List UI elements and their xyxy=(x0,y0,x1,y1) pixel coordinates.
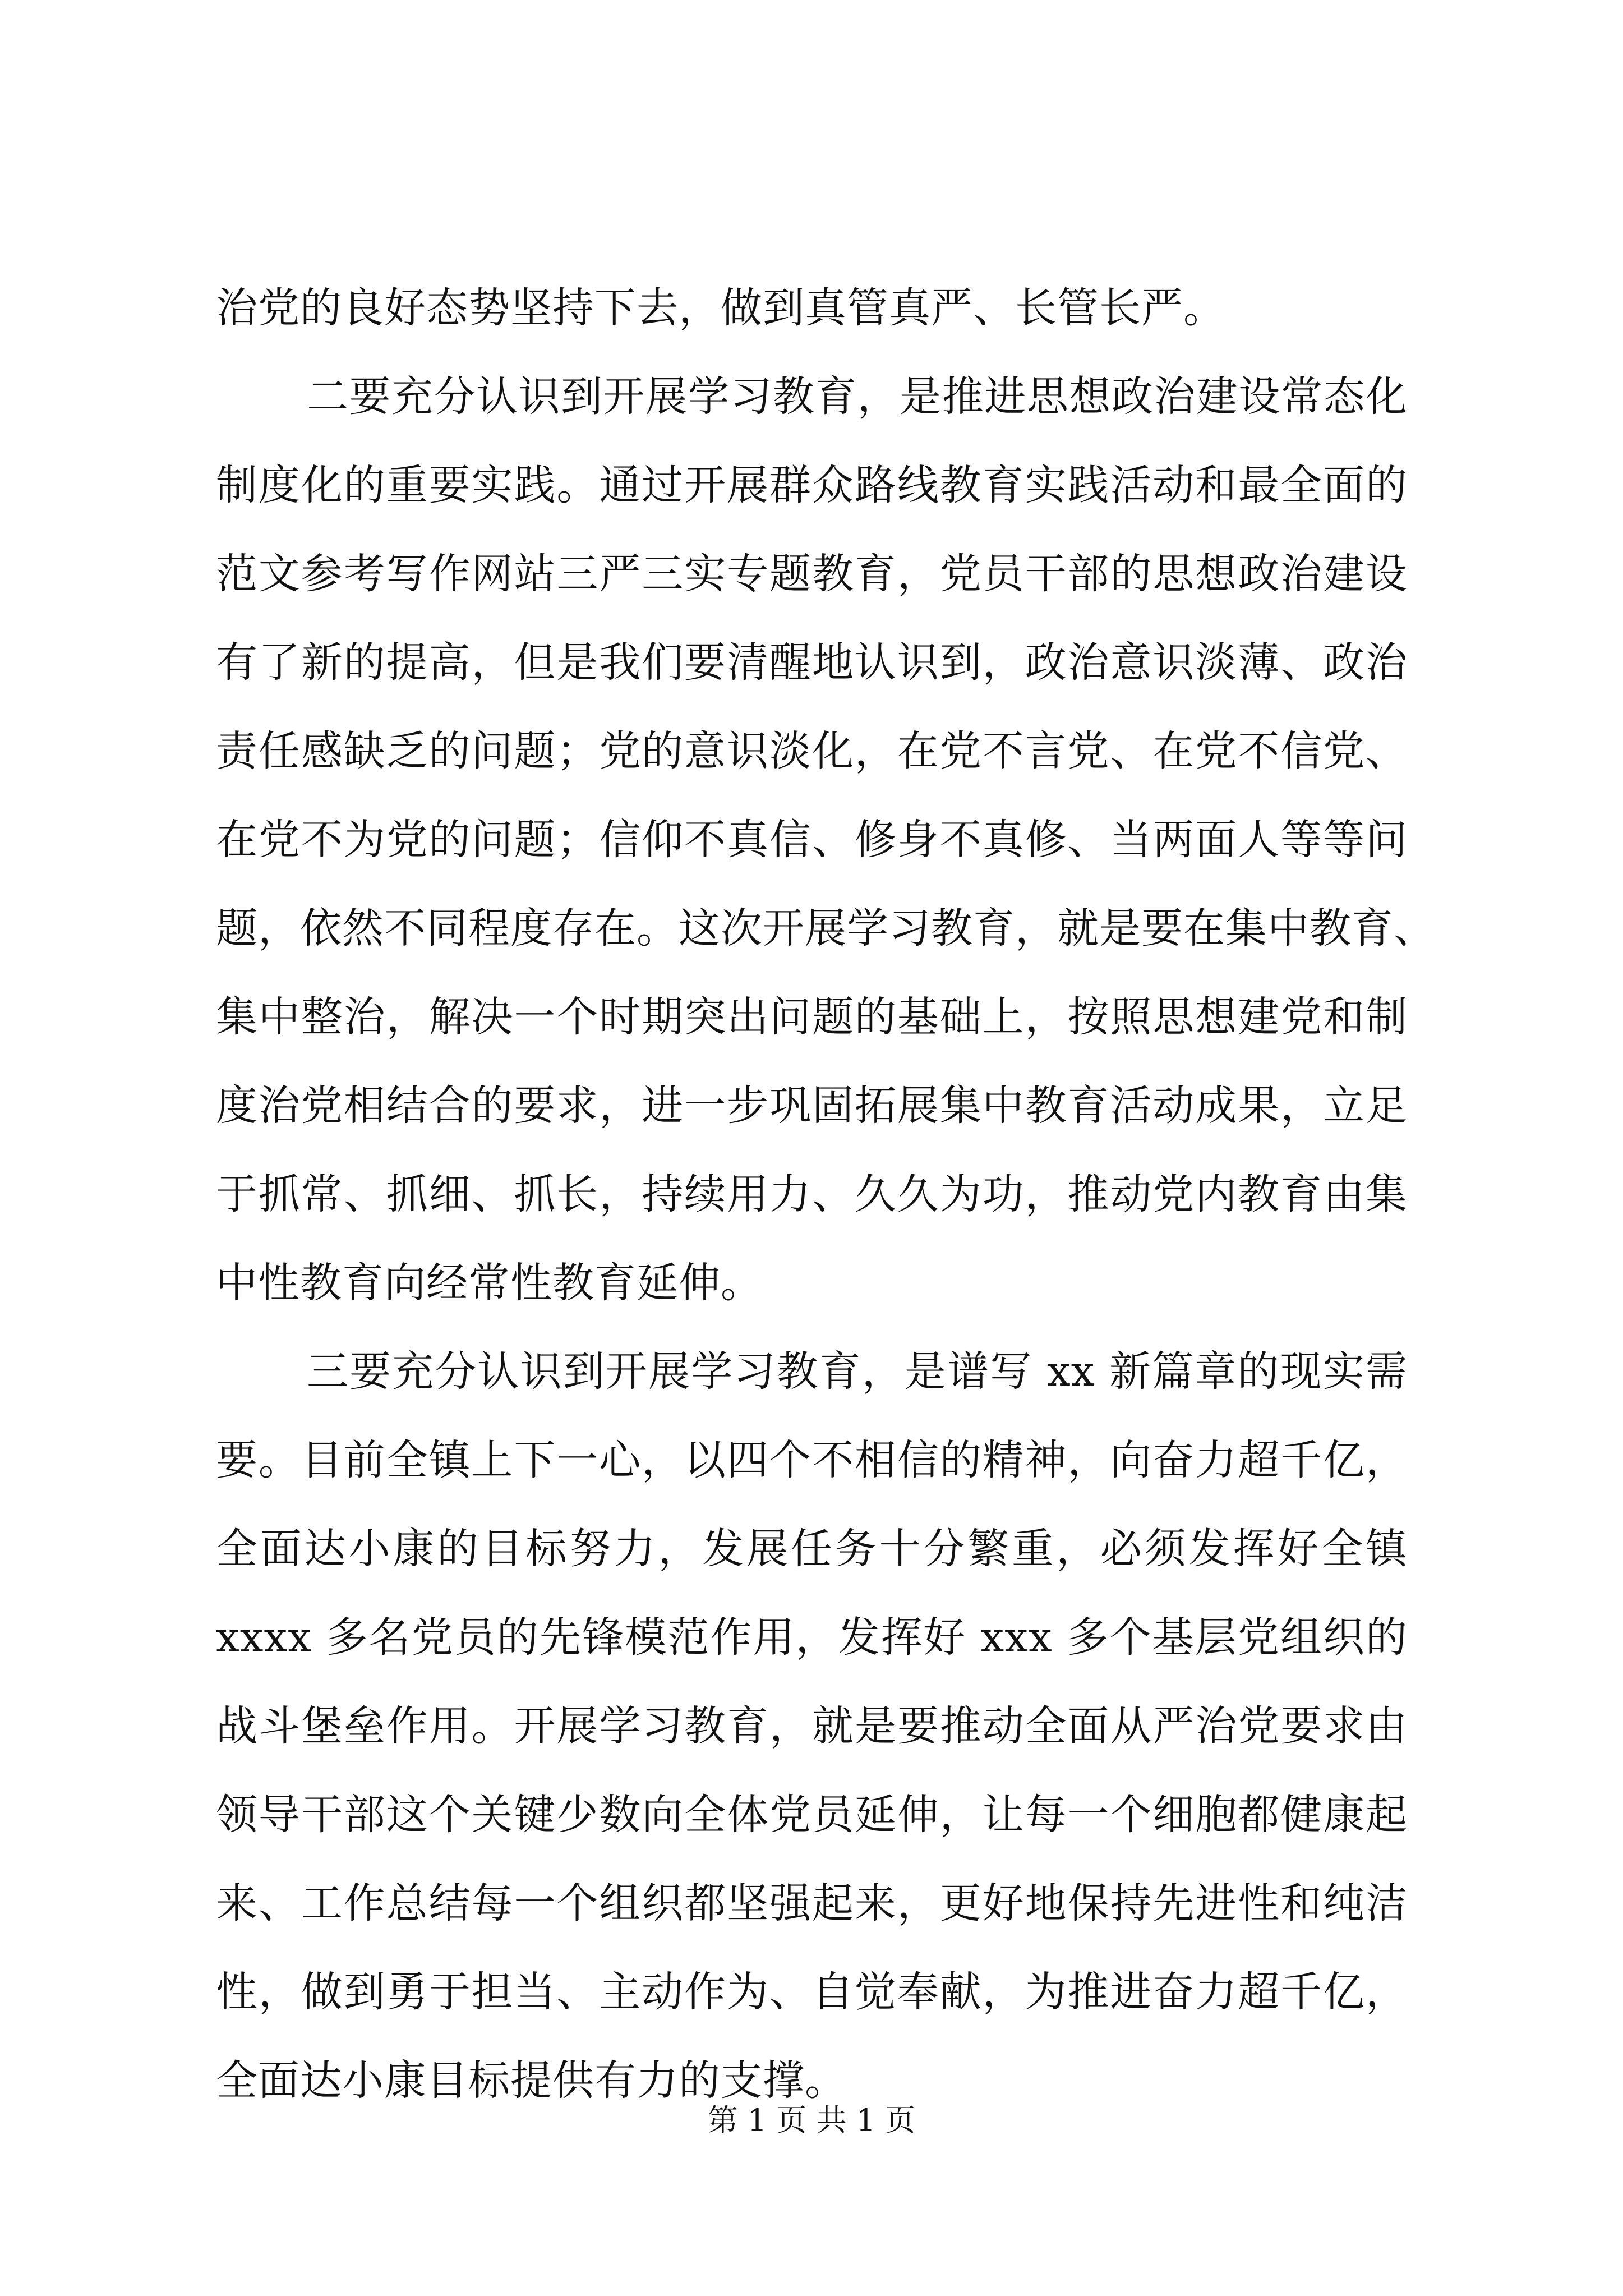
text-line: 中性教育向经常性教育延伸。 xyxy=(216,1259,763,1307)
text-line: 制度化的重要实践。通过开展群众路线教育实践活动和最全面的 xyxy=(216,461,1408,509)
text-line: 责任感缺乏的问题；党的意识淡化，在党不言党、在党不信党、 xyxy=(216,727,1408,775)
text-line: 战斗堡垒作用。开展学习教育，就是要推动全面从严治党要求由 xyxy=(216,1702,1408,1750)
text-line: 治党的良好态势坚持下去，做到真管真严、长管长严。 xyxy=(216,284,1225,332)
text-line: 在党不为党的问题；信仰不真信、修身不真修、当两面人等等问 xyxy=(216,816,1408,864)
page-footer: 第 1 页 共 1 页 xyxy=(707,2102,916,2138)
text-line: 全面达小康目标提供有力的支撑。 xyxy=(216,2056,847,2105)
text-line: 题，依然不同程度存在。这次开展学习教育，就是要在集中教育、 xyxy=(216,904,1436,953)
text-line: 来、工作总结每一个组织都坚强起来，更好地保持先进性和纯洁 xyxy=(216,1879,1408,1927)
text-line: 全面达小康的目标努力，发展任务十分繁重，必须发挥好全镇 xyxy=(216,1525,1408,1573)
text-line: 领导干部这个关键少数向全体党员延伸，让每一个细胞都健康起 xyxy=(216,1791,1408,1839)
text-line: 三要充分认识到开展学习教育，是谱写 xx 新篇章的现实需 xyxy=(307,1347,1408,1396)
text-line: 度治党相结合的要求，进一步巩固拓展集中教育活动成果，立足 xyxy=(216,1082,1408,1130)
text-line: 性，做到勇于担当、主动作为、自觉奉献，为推进奋力超千亿， xyxy=(216,1968,1408,2016)
text-line: 于抓常、抓细、抓长，持续用力、久久为功，推动党内教育由集 xyxy=(216,1170,1408,1218)
text-line: 要。目前全镇上下一心，以四个不相信的精神，向奋力超千亿， xyxy=(216,1436,1408,1484)
text-line: 范文参考写作网站三严三实专题教育，党员干部的思想政治建设 xyxy=(216,550,1408,598)
text-line: 有了新的提高，但是我们要清醒地认识到，政治意识淡薄、政治 xyxy=(216,638,1408,687)
text-line: 二要充分认识到开展学习教育，是推进思想政治建设常态化 xyxy=(307,372,1408,421)
document-body xyxy=(216,264,1436,2125)
text-line: xxxx 多名党员的先锋模范作用，发挥好 xxx 多个基层党组织的 xyxy=(216,1613,1408,1662)
text-line: 集中整治，解决一个时期突出问题的基础上，按照思想建党和制 xyxy=(216,993,1408,1041)
